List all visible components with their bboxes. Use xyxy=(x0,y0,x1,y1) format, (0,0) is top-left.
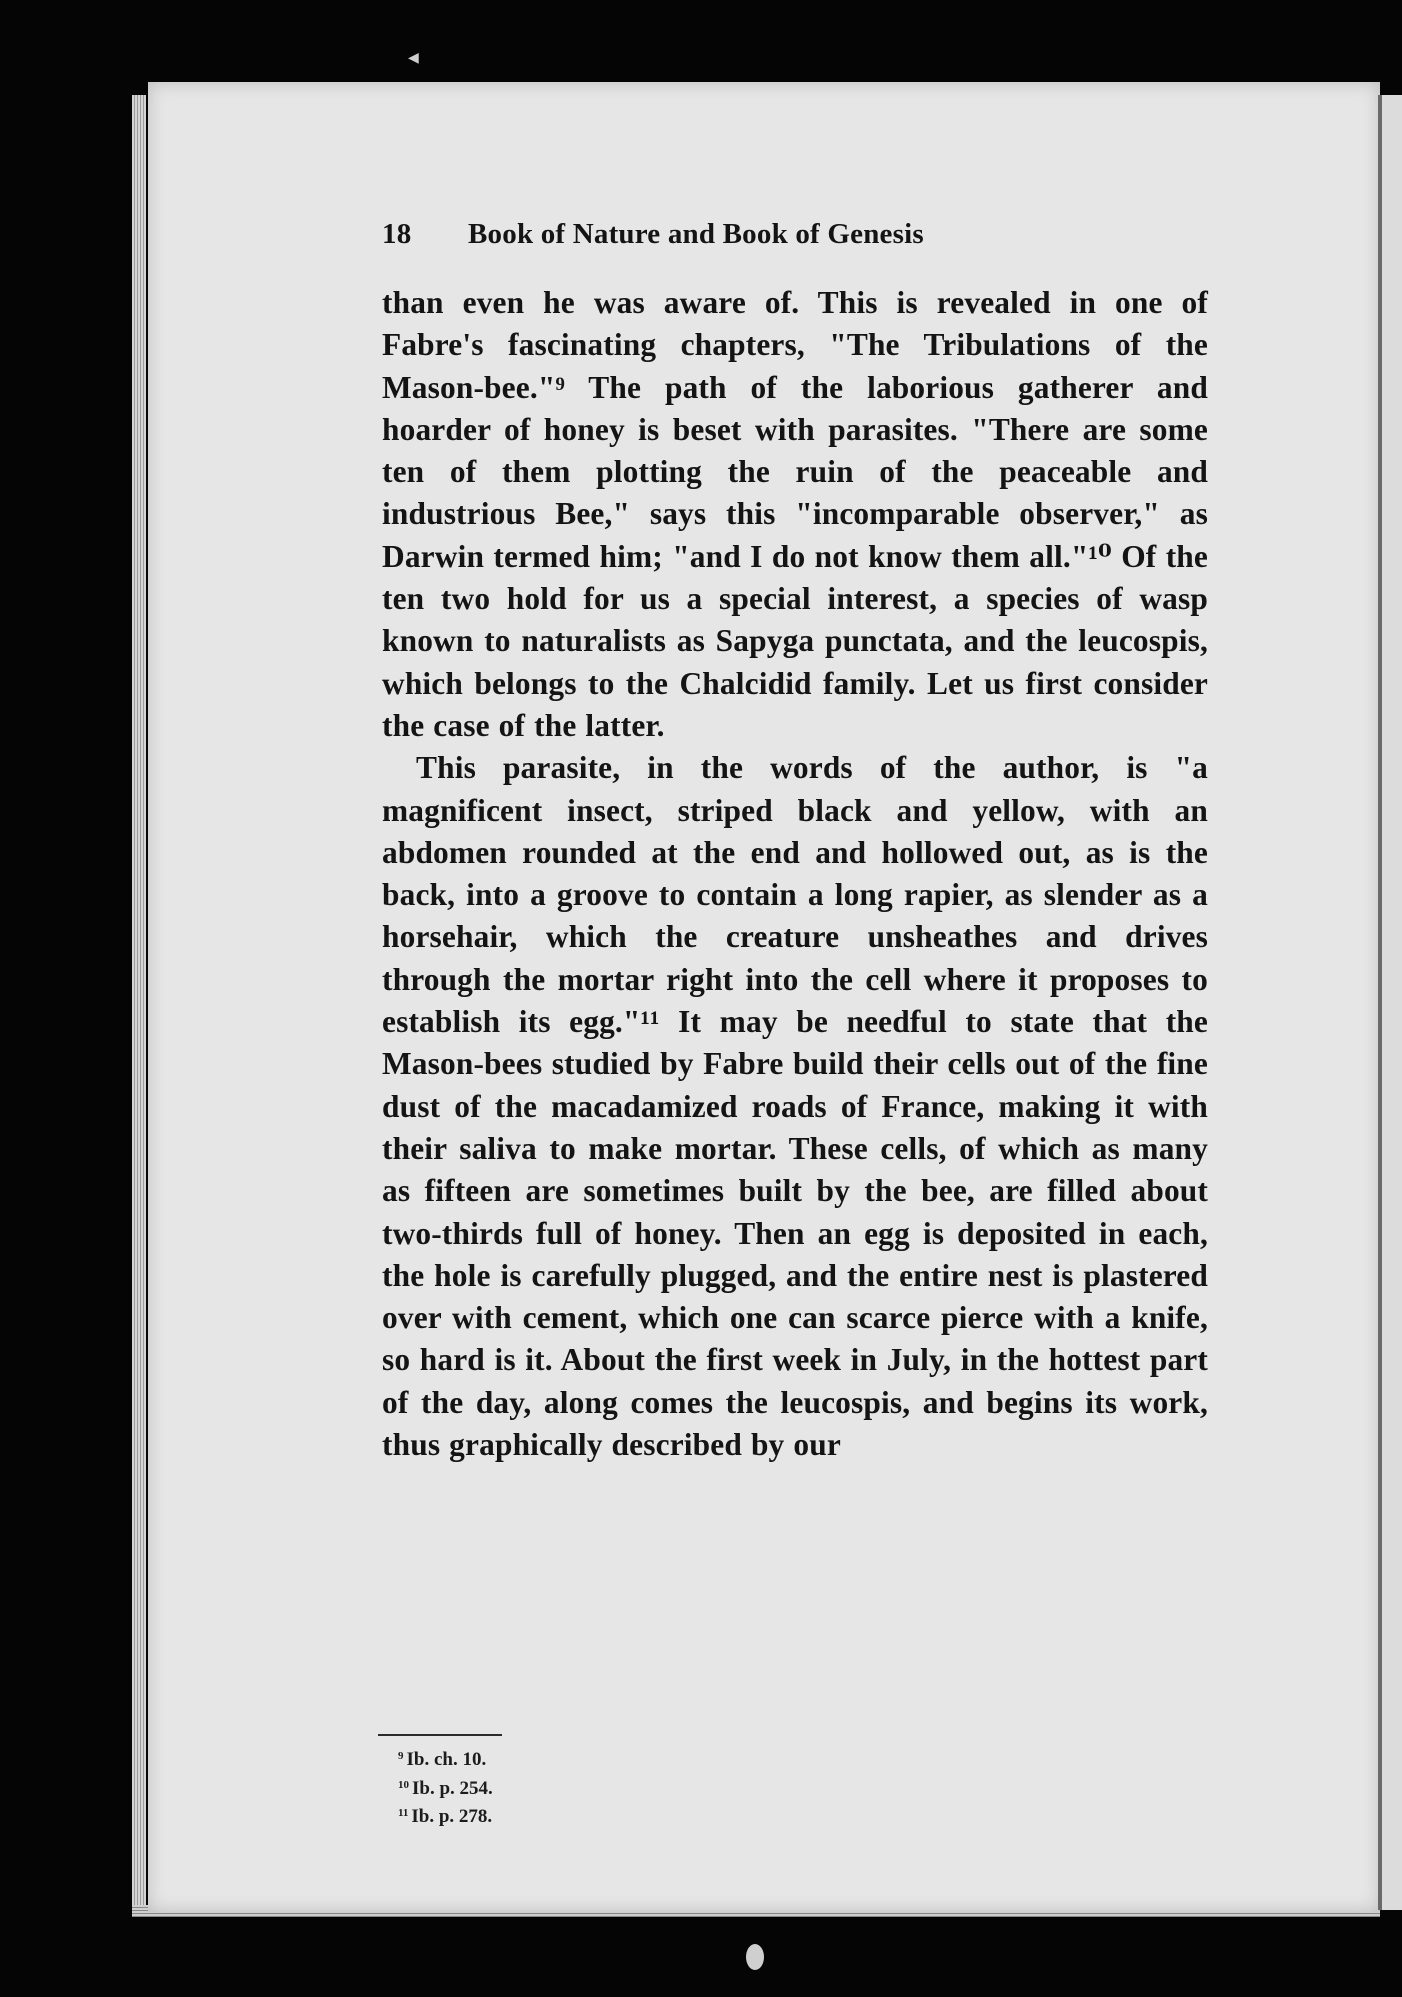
footnote-mark: 9 xyxy=(398,1750,404,1762)
paragraph-1: than even he was aware of. This is revealed in one of Fabre's fascinating chapters, "The Tribulations of the Mason-bee."⁹ The path of the laborious gatherer and hoarder of honey is beset with parasites. "There are some ten of them plotting the ruin of the peaceable and industrious Bee," says this "incomparable observer," as Darwin termed him; "and I do not know them all."¹⁰ Of the ten two hold for us a special interest, a species of wasp known to naturalists as Sapyga punctata, and the leucospis, which belongs to the Chalcidid family. Let us first consider the case of the latter. xyxy=(382,285,1208,743)
footnote-text: Ib. ch. 10. xyxy=(406,1749,487,1770)
page-text-block xyxy=(382,218,1208,1466)
footnotes xyxy=(398,1744,493,1830)
paragraph-2: This parasite, in the words of the author, is "a magnificent insect, striped black and yellow, with an abdomen rounded at the end and hollowed out, as is the back, into a groove to contain a long rapier, as slender as a horsehair, which the creature unsheathes and drives through the mortar right into the cell where it proposes to establish its egg."¹¹ It may be needful to state that the Mason-bees studied by Fabre build their cells out of the fine dust of the macadamized roads of France, making it with their saliva to make mortar. These cells, of which as many as fifteen are sometimes built by the bee, are filled about two-thirds full of honey. Then an egg is deposited in each, the hole is carefully plugged, and the entire nest is plastered over with cement, which one can scarce pierce with a knife, so hard is it. About the first week in July, in the hottest part of the day, along comes the leucospis, and begins its work, thus graphically described by our xyxy=(382,750,1208,1463)
footnote-item xyxy=(398,1801,493,1830)
footnote-text: Ib. p. 254. xyxy=(412,1777,493,1799)
scan-artifact-blot xyxy=(746,1944,764,1970)
page-number: 18 xyxy=(382,218,412,250)
body-text xyxy=(382,282,1208,1466)
footnote-rule xyxy=(378,1734,502,1736)
footnote-mark: 11 xyxy=(398,1807,409,1819)
running-head xyxy=(382,218,1208,260)
footnote-mark: 10 xyxy=(398,1778,409,1791)
facing-page-edge xyxy=(1382,95,1402,1910)
running-title: Book of Nature and Book of Genesis xyxy=(468,218,924,250)
scan-artifact-mark: ◀ xyxy=(408,50,419,66)
footnote-item xyxy=(398,1744,493,1773)
page-stack-edge-left xyxy=(132,95,146,1910)
footnote-item xyxy=(398,1773,493,1802)
footnote-text: Ib. p. 278. xyxy=(411,1806,493,1827)
